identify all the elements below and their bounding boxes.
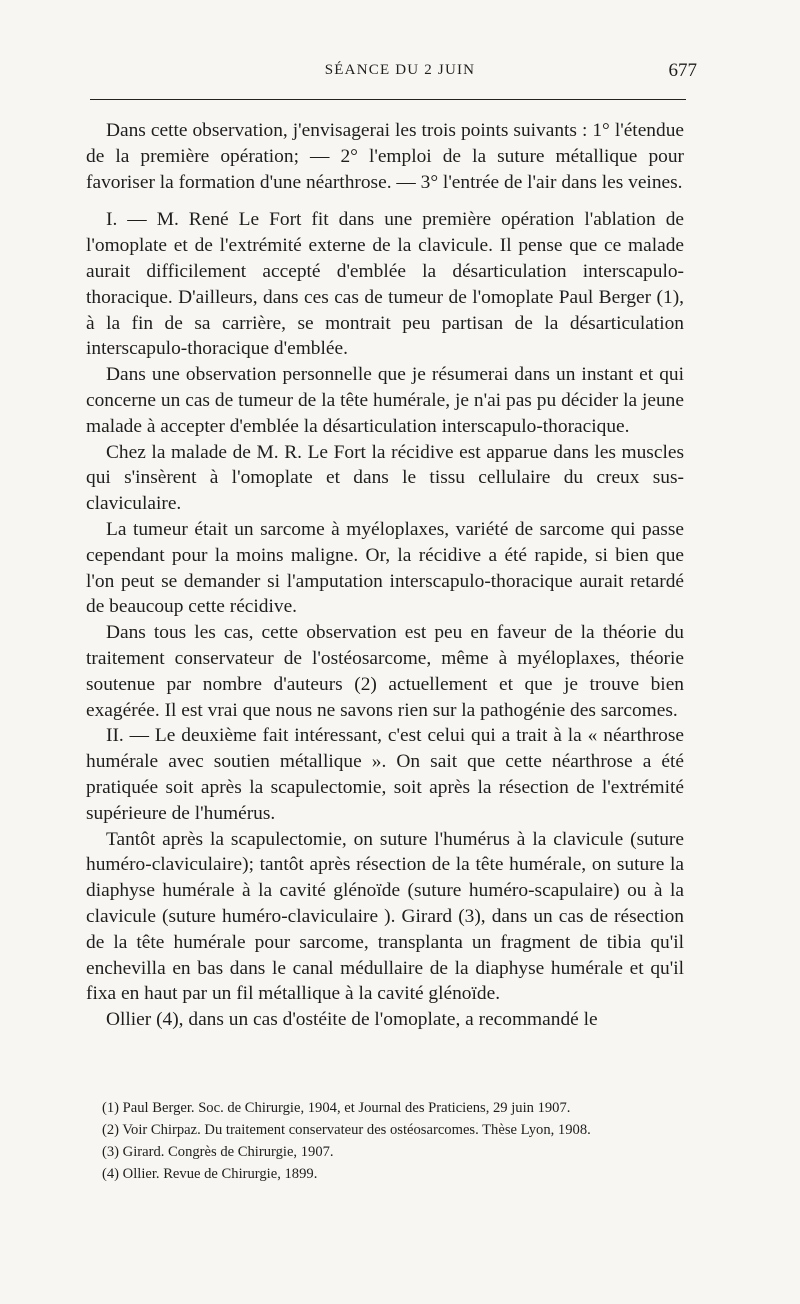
paragraph-intro: Dans cette observation, j'envisagerai les trois points suivants : 1° l'étendue de la première opération; — 2° l'emploi de la suture métallique pour favoriser la formation d'une néarthrose. — 3° l'entrée de l'air dans les veines. (86, 120, 684, 193)
paragraph: Dans tous les cas, cette observation est peu en faveur de la théorie du traitement conservateur de l'ostéosarcome, même à myéloplaxes, théorie soutenue par nombre d'auteurs (2) actuellement et que je trouve bien exagérée. Il est vrai que nous ne savons rien sur la pathogénie des sarcomes. (86, 622, 684, 721)
running-head (0, 60, 800, 90)
body-text (86, 118, 684, 1033)
paragraph: Ollier (4), dans un cas d'ostéite de l'omoplate, a recommandé le (106, 1009, 598, 1031)
paragraph-section-1: I. — M. René Le Fort fit dans une première opération l'ablation de l'omoplate et de l'extrémité externe de la clavicule. Il pense que ce malade aurait difficilement accepté d'emblée la désarticulation interscapulo-thoracique. D'ailleurs, dans ces cas de tumeur de l'omoplate Paul Berger (1), à la fin de sa carrière, se montrait peu partisan de la désarticulation interscapulo-thoracique d'emblée. (86, 209, 684, 360)
running-title: SÉANCE DU 2 JUIN (324, 62, 476, 78)
footnotes (86, 1097, 684, 1185)
footnote-2: (2) Voir Chirpaz. Du traitement conservateur des ostéosarcomes. Thèse Lyon, 1908. (102, 1122, 591, 1138)
footnote-3: (3) Girard. Congrès de Chirurgie, 1907. (102, 1144, 334, 1160)
paragraph: Tantôt après la scapulectomie, on suture l'humérus à la clavicule (suture huméro-claviculaire); tantôt après résection de la tête humérale, on suture la diaphyse humérale à la cavité glénoïde (suture huméro-scapulaire) ou à la clavicule (suture huméro-claviculaire ). Girard (3), dans un cas de résection de la tête humérale pour sarcome, transplanta un fragment de tibia qu'il enchevilla en bas dans le canal médullaire de la diaphyse humérale et qu'il fixa en haut par un fil métallique à la cavité glénoïde. (86, 828, 684, 1005)
page-number: 677 (668, 60, 697, 81)
header-rule (90, 99, 686, 100)
paragraph-section-2: II. — Le deuxième fait intéressant, c'est celui qui a trait à la « néarthrose humérale avec soutien métallique ». On sait que cette néarthrose a été pratiquée soit après la scapulectomie, soit après la résection de l'extrémité supérieure de l'humérus. (86, 725, 684, 824)
paragraph: La tumeur était un sarcome à myéloplaxes, variété de sarcome qui passe cependant pour la moins maligne. Or, la récidive a été rapide, si bien que l'on peut se demander si l'amputation interscapulo-thoracique aurait retardé de beaucoup cette récidive. (86, 518, 684, 618)
footnote-1: (1) Paul Berger. Soc. de Chirurgie, 1904, et Journal des Praticiens, 29 juin 1907. (102, 1100, 571, 1116)
paragraph: Chez la malade de M. R. Le Fort la récidive est apparue dans les muscles qui s'insèrent à l'omoplate et dans le tissu cellulaire du creux sus-claviculaire. (86, 441, 684, 515)
paragraph: Dans une observation personnelle que je résumerai dans un instant et qui concerne un cas de tumeur de la tête humérale, je n'ai pas pu décider la jeune malade à accepter d'emblée la désarticulation interscapulo-thoracique. (86, 364, 684, 437)
footnote-4: (4) Ollier. Revue de Chirurgie, 1899. (102, 1166, 318, 1182)
